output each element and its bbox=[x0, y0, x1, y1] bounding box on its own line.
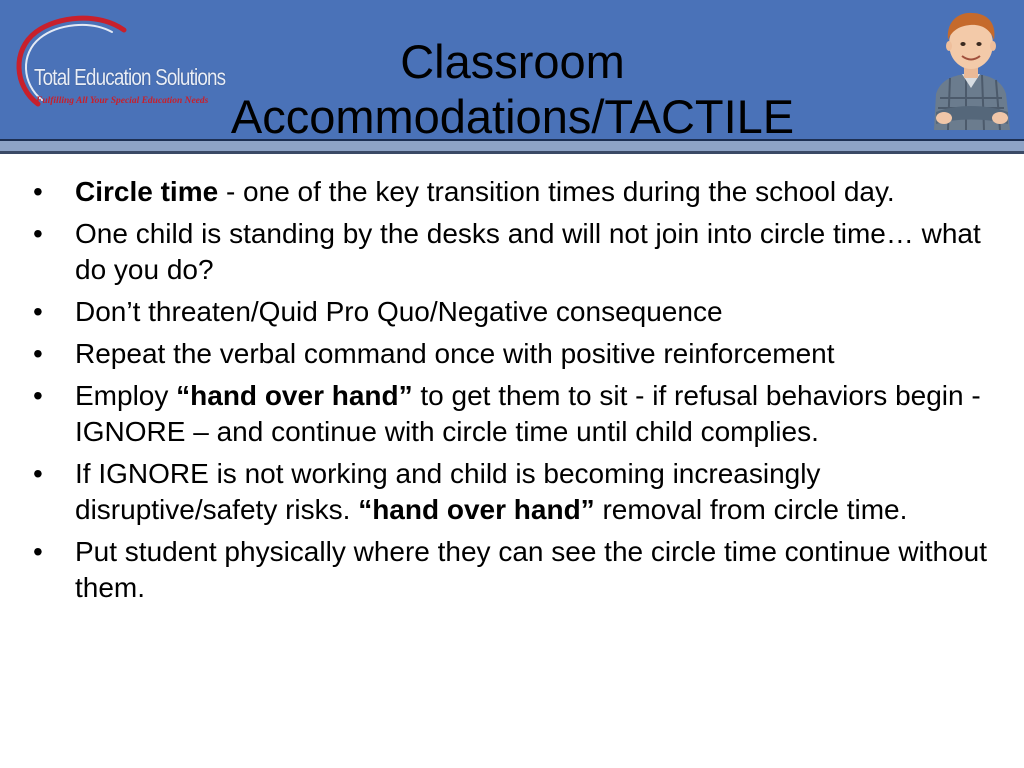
bullet-item-circle-time bbox=[33, 174, 1013, 210]
logo-tagline: Fulfilling All Your Special Education Needs bbox=[36, 96, 209, 106]
bullet-item-dont-threaten bbox=[33, 294, 1013, 330]
bullet-text: Don’t threaten/Quid Pro Quo/Negative consequence bbox=[75, 296, 723, 327]
bullet-bold-term: Circle time bbox=[75, 176, 219, 207]
header-bottom-rule bbox=[0, 151, 1024, 154]
bullet-bold-term: “hand over hand” bbox=[176, 380, 413, 411]
bullet-text bbox=[75, 380, 981, 447]
child-photo bbox=[926, 8, 1016, 130]
bullet-list bbox=[33, 174, 1013, 606]
bullet-marker: • bbox=[33, 176, 43, 207]
bullet-item-repeat-command bbox=[33, 336, 1013, 372]
bullet-marker: • bbox=[33, 218, 43, 249]
slide-title bbox=[160, 34, 865, 144]
bullet-item-ignore-not-working bbox=[33, 456, 1013, 528]
title-line-2: Accommodations/TACTILE bbox=[230, 90, 795, 143]
bullet-item-scenario bbox=[33, 216, 1013, 288]
bullet-post-text: removal from circle time. bbox=[594, 494, 908, 525]
bullet-marker: • bbox=[33, 536, 43, 567]
bullet-pre-text: If IGNORE is not working and child is becoming increasingly disruptive/safety risks. bbox=[75, 458, 821, 525]
bullet-text: One child is standing by the desks and will not join into circle time… what do you do? bbox=[75, 218, 981, 285]
bullet-text bbox=[75, 458, 907, 525]
bullet-post-text: to get them to sit - if refusal behaviors begin - IGNORE – and continue with circle time until child complies. bbox=[75, 380, 981, 447]
bullet-item-hand-over-hand bbox=[33, 378, 1013, 450]
bullet-bold-term: “hand over hand” bbox=[358, 494, 595, 525]
bullet-text bbox=[75, 176, 895, 207]
logo-name: Total Education Solutions bbox=[34, 64, 226, 90]
bullet-marker: • bbox=[33, 380, 43, 411]
slide-body bbox=[33, 174, 1013, 612]
bullet-marker: • bbox=[33, 338, 43, 369]
bullet-rest-text: - one of the key transition times during the school day. bbox=[218, 176, 895, 207]
title-line-1: Classroom bbox=[400, 35, 625, 88]
bullet-pre-text: Employ bbox=[75, 380, 177, 411]
bullet-text: Repeat the verbal command once with positive reinforcement bbox=[75, 338, 835, 369]
bullet-marker: • bbox=[33, 296, 43, 327]
bullet-marker: • bbox=[33, 458, 43, 489]
bullet-item-put-student bbox=[33, 534, 1013, 606]
bullet-text: Put student physically where they can see the circle time continue without them. bbox=[75, 536, 988, 603]
